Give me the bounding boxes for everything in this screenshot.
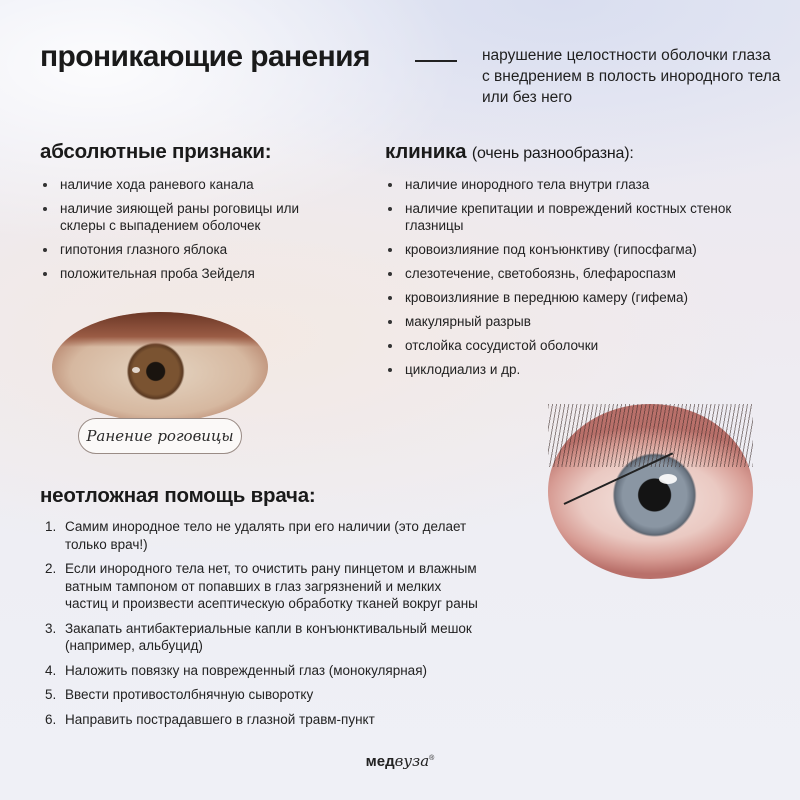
list-item: 6. Направить пострадавшего в глазной травм-пункт xyxy=(45,711,375,727)
list-item: макулярный разрыв xyxy=(385,313,745,330)
list-item: 1. Самим инородное тело не удалять при его наличии (это делает только врач!) xyxy=(45,519,467,552)
emergency-heading: неотложная помощь врача: xyxy=(40,484,316,507)
eye-glint xyxy=(659,474,677,484)
brand-logo-part1: мед xyxy=(365,753,395,770)
brand-logo xyxy=(0,752,800,770)
list-item: циклодиализ и др. xyxy=(385,361,745,378)
list-item: кровоизлияние под конъюнктиву (гипосфагма) xyxy=(385,241,745,258)
eye-glint xyxy=(132,367,140,373)
eyelid-shading xyxy=(52,312,268,347)
step-text: Самим инородное тело не удалять при его наличии (это делает только врач!) xyxy=(65,519,467,552)
list-item: слезотечение, светобоязнь, блефароспазм xyxy=(385,265,745,282)
step-text: Наложить повязку на поврежденный глаз (монокулярная) xyxy=(65,662,427,678)
clinic-heading xyxy=(385,140,634,164)
clinic-list xyxy=(385,176,745,385)
list-item: кровоизлияние в переднюю камеру (гифема) xyxy=(385,289,745,306)
absolute-signs-heading: абсолютные признаки: xyxy=(40,140,272,163)
list-item: 2. Если инородного тела нет, то очистить рану пинцетом и влажным ватным тампоном от попавших в глаз загрязнений и мелких частиц и произвести асептическую обработку тканей вокруг раны xyxy=(45,561,478,611)
list-item: наличие крепитации и повреждений костных стенок глазницы xyxy=(385,200,745,234)
title-dash-divider xyxy=(415,60,457,62)
list-item: гипотония глазного яблока xyxy=(40,241,340,258)
list-item: наличие зияющей раны роговицы или склеры с выпадением оболочек xyxy=(40,200,340,234)
list-item: наличие хода раневого канала xyxy=(40,176,340,193)
absolute-signs-list xyxy=(40,176,340,289)
emergency-steps-list xyxy=(45,518,485,735)
list-item: 3. Закапать антибактериальные капли в конъюнктивальный мешок (например, альбуцид) xyxy=(45,620,472,653)
definition-text: нарушение целостности оболочки глаза с внедрением в полость инородного тела или без него xyxy=(482,47,781,106)
list-item: отслойка сосудистой оболочки xyxy=(385,337,745,354)
step-text: Если инородного тела нет, то очистить рану пинцетом и влажным ватным тампоном от попавших в глаз загрязнений и мелких частиц и произвести асептическую обработку тканей вокруг раны xyxy=(65,561,478,611)
list-item: наличие инородного тела внутри глаза xyxy=(385,176,745,193)
list-item: 5. Ввести противостолбнячную сыворотку xyxy=(45,687,314,702)
list-item: положительная проба Зейделя xyxy=(40,265,340,282)
brand-registered-mark: ® xyxy=(429,755,435,762)
brand-logo-part2: вуза xyxy=(394,752,430,770)
clinic-heading-note: (очень разнообразна): xyxy=(471,145,634,162)
image-caption: Ранение роговицы xyxy=(78,418,242,454)
eyelashes-shading xyxy=(548,404,753,467)
step-text: Направить пострадавшего в глазной травм-пункт xyxy=(65,711,375,727)
clinic-heading-main: клиника xyxy=(385,140,467,163)
page-title: проникающие ранения xyxy=(40,40,370,73)
step-text: Закапать антибактериальные капли в конъюнктивальный мешок (например, альбуцид) xyxy=(65,620,472,653)
eye-with-probe-image xyxy=(548,404,753,579)
corneal-wound-eye-image xyxy=(52,312,268,422)
list-item: 4. Наложить повязку на поврежденный глаз (монокулярная) xyxy=(45,662,427,678)
step-text: Ввести противостолбнячную сыворотку xyxy=(65,687,314,702)
